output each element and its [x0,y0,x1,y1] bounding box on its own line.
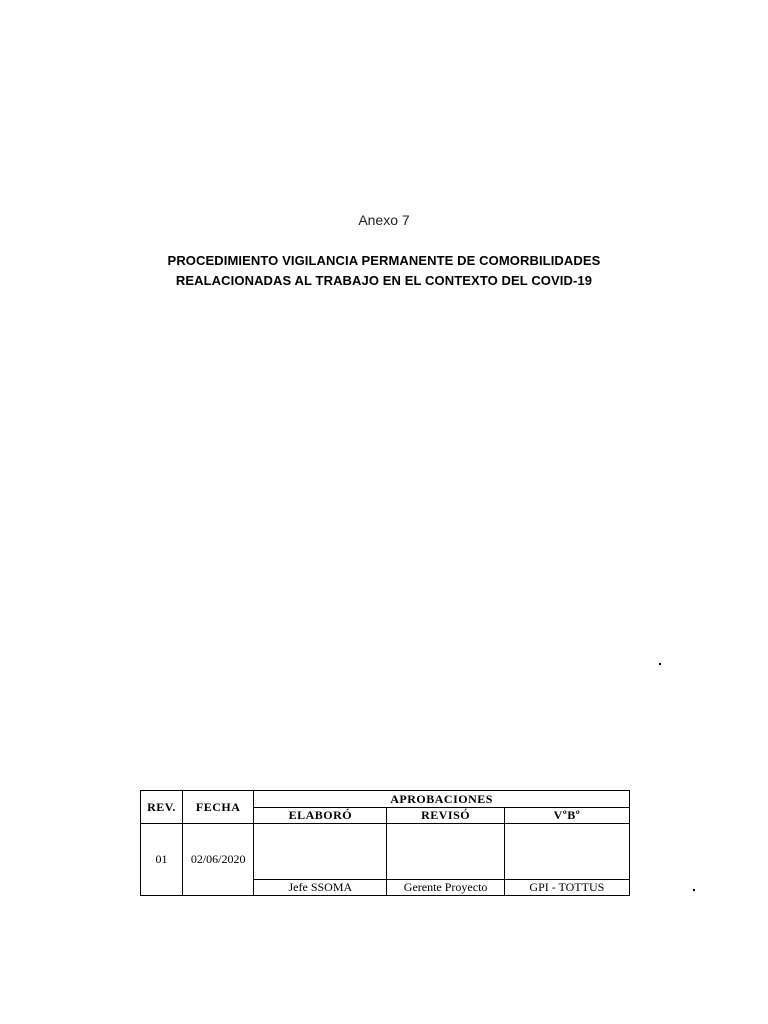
header-rev: REV. [141,791,183,824]
header-aprobaciones: APROBACIONES [254,791,630,808]
role-vb: GPI - TOTTUS [504,880,629,896]
header-vb: VºBº [504,808,629,824]
cell-fecha: 02/06/2020 [183,824,254,896]
document-title [0,251,768,291]
annex-label: Anexo 7 [358,212,410,228]
cell-rev: 01 [141,824,183,896]
role-reviso: Gerente Proyecto [387,880,504,896]
signature-box-vb [504,824,629,880]
signature-box-reviso [387,824,504,880]
stray-dot [659,663,661,665]
signature-box-elaboro [254,824,387,880]
header-elaboro: ELABORÓ [254,808,387,824]
header-fecha: FECHA [183,791,254,824]
role-elaboro: Jefe SSOMA [254,880,387,896]
document-title-line-1: PROCEDIMIENTO VIGILANCIA PERMANENTE DE COMORBILIDADES [167,253,601,268]
document-title-line-2: REALACIONADAS AL TRABAJO EN EL CONTEXTO DEL COVID-19 [175,273,593,288]
stray-dot [693,889,695,891]
header-reviso: REVISÓ [387,808,504,824]
approvals-table [140,790,630,896]
